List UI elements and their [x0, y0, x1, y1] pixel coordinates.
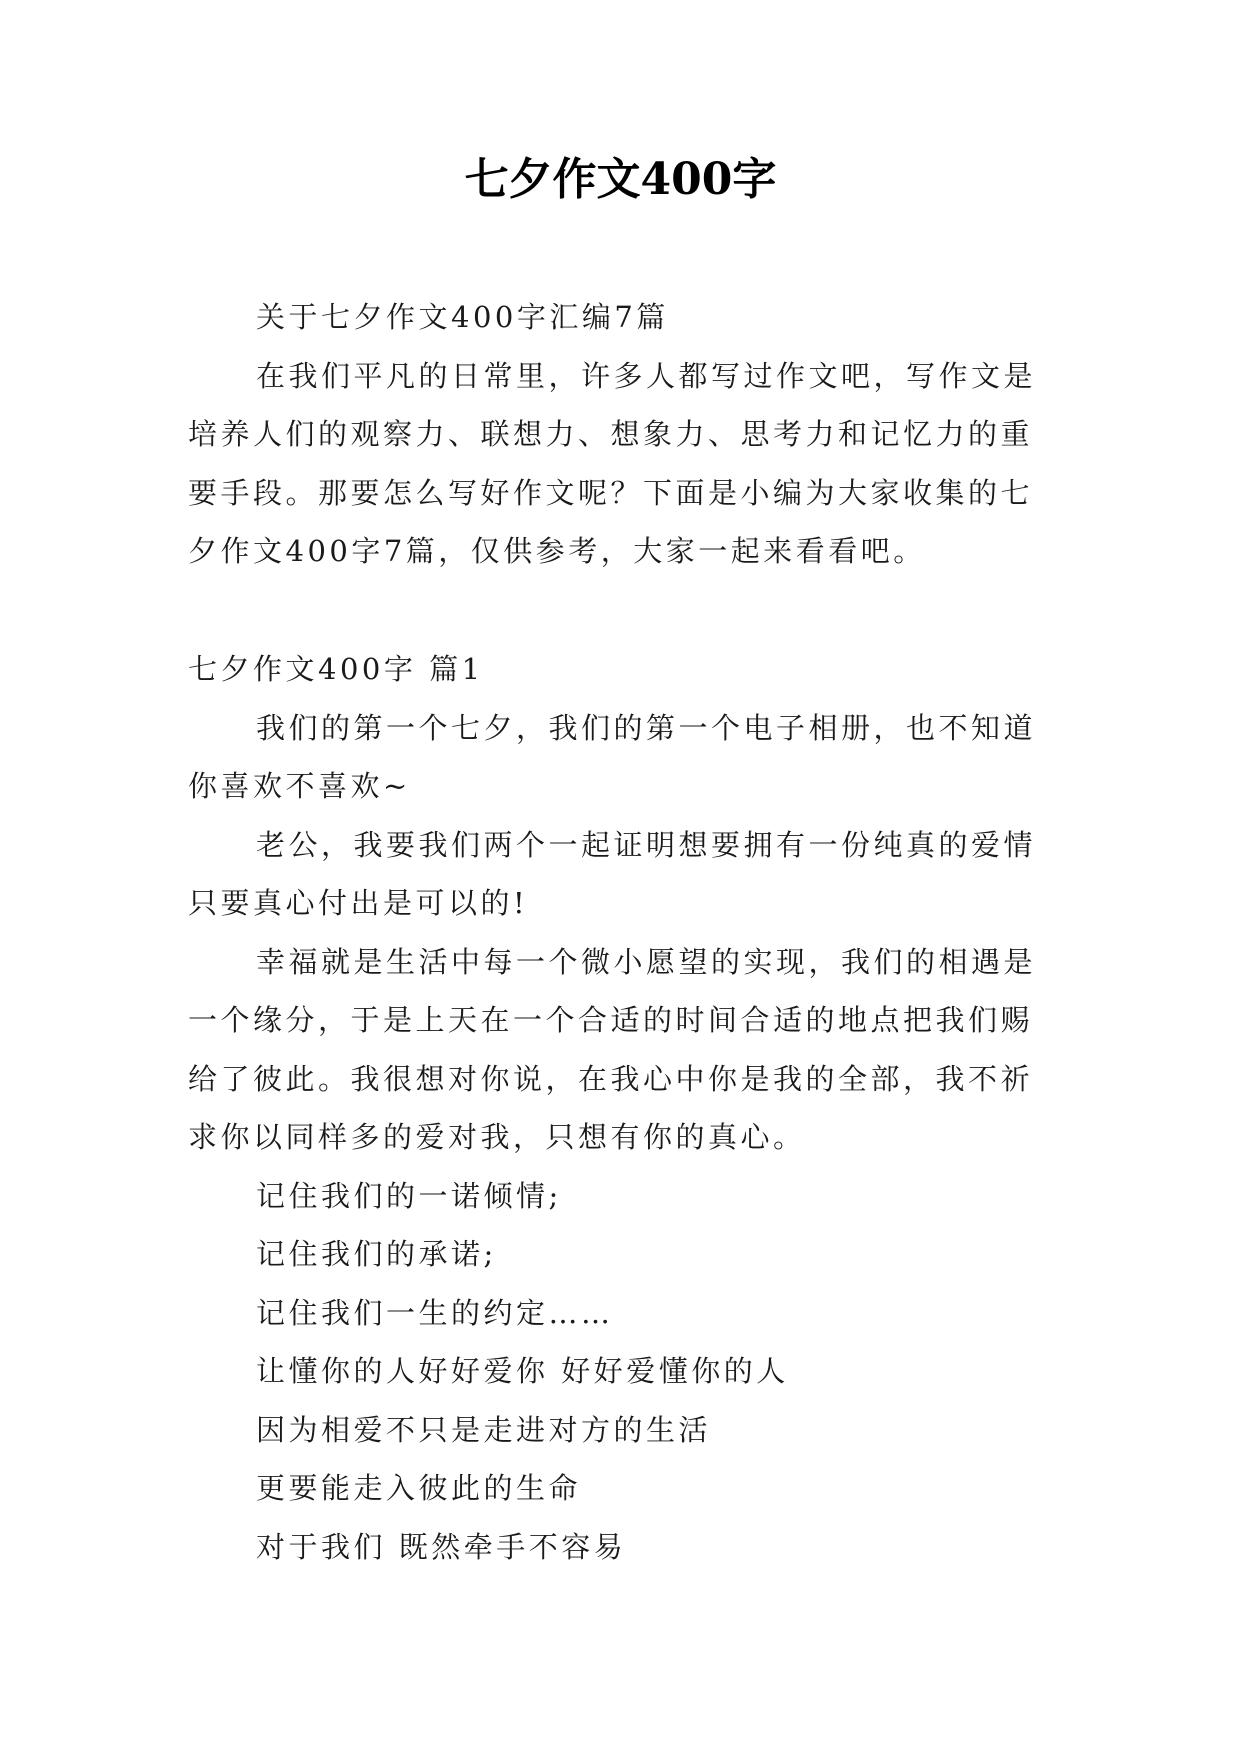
article-line: 更要能走入彼此的生命	[256, 1471, 582, 1505]
intro-section	[188, 288, 1054, 581]
article-paragraph: 幸福就是生活中每一个微小愿望的实现，我们的相遇是一个缘分，于是上天在一个合适的时间合适的地点把我们赐给了彼此。我很想对你说，在我心中你是我的全部，我不祈求你以同样多的爱对我，只想有你的真心。	[188, 944, 1037, 1154]
intro-heading: 关于七夕作文400字汇编7篇	[256, 300, 669, 334]
article-section-1	[188, 640, 1054, 1576]
article-line: 记住我们的一诺倾情;	[256, 1178, 562, 1213]
article-line: 对于我们 既然牵手不容易	[256, 1529, 627, 1564]
article-paragraph: 我们的第一个七夕，我们的第一个电子相册，也不知道你喜欢不喜欢~	[188, 710, 1037, 803]
intro-paragraph: 在我们平凡的日常里，许多人都写过作文吧，写作文是培养人们的观察力、联想力、想象力、思考力和记忆力的重要手段。那要怎么写好作文呢？下面是小编为大家收集的七夕作文400字7篇，仅供参考，大家一起来看看吧。	[188, 358, 1037, 568]
article-paragraph: 老公，我要我们两个一起证明想要拥有一份纯真的爱情只要真心付出是可以的!	[188, 827, 1037, 920]
article-line: 记住我们的承诺;	[256, 1237, 497, 1271]
article-heading: 七夕作文400字 篇1	[188, 652, 484, 686]
article-line: 让懂你的人好好爱你 好好爱懂你的人	[256, 1354, 789, 1388]
article-line: 因为相爱不只是走进对方的生活	[256, 1412, 712, 1447]
document-title: 七夕作文400字	[464, 154, 777, 205]
article-line: 记住我们一生的约定……	[256, 1295, 614, 1330]
